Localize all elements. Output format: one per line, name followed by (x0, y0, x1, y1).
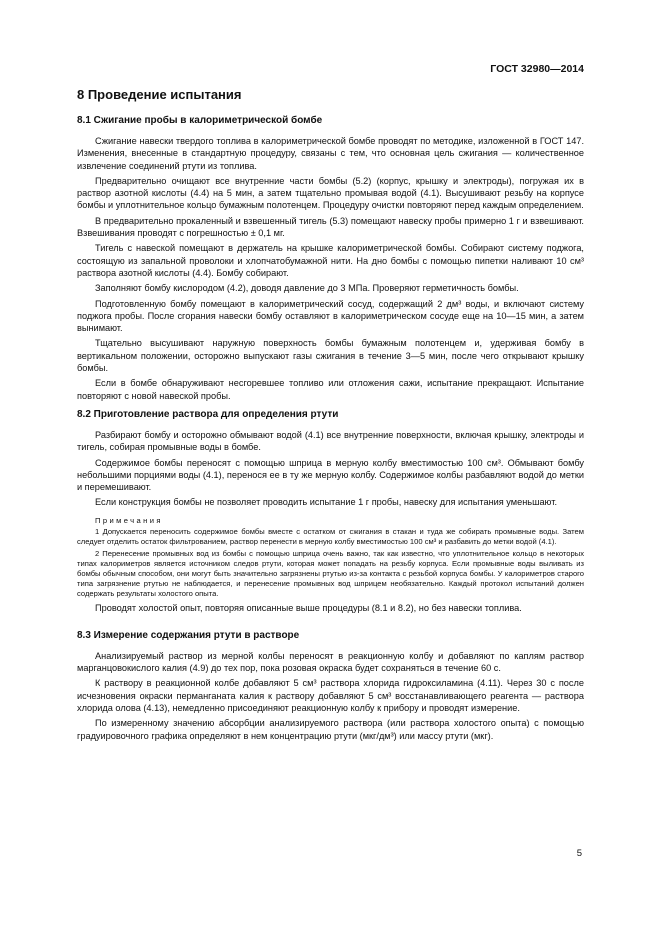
subsection-title-8-2: 8.2 Приготовление раствора для определения ртути (77, 408, 339, 420)
note-item: 2 Перенесение промывных вод из бомбы с помощью шприца очень важно, так как известно, что уплотнительное кольцо в некоторых типах калориметров является источником следов ртути, которая может попадать на резьбу корпуса. Если промывные воды выливать из бомбы обычным способом, они могут быть значительно загрязнены ртутью из-за контакта с резьбой корпуса бомбы. У калориметров старого типа загрязнение ртутью не наблюдается, и перенесение промывных вод шприцем необязательно. Каждый протокол испытаний должен содержать результаты холостого опыта. (77, 549, 584, 599)
paragraph: Тигель с навеской помещают в держатель на крышке калориметрической бомбы. Собирают систему поджога, состоящую из запальной проволоки и хлопчатобумажной нити. На дно бомбы с помощью пипетки наливают 10 см³ раствора азотной кислоты (4.4). Бомбу собирают. (77, 243, 584, 278)
page-number: 5 (576, 848, 582, 859)
paragraph: Содержимое бомбы переносят с помощью шприца в мерную колбу вместимостью 100 см³. Обмывают бомбу небольшими порциями воды (4.1), перенося ее в ту же мерную колбу. Содержимое колбы разбавляют водой до метки и перемешивают. (77, 457, 584, 493)
paragraph: По измеренному значению абсорбции анализируемого раствора (или раствора холостого опыта) с помощью градуировочного графика определяют в нем концентрацию ртути (мкг/дм³) или массу ртути (мкг). (77, 718, 584, 741)
notes-heading: Примечания (95, 515, 163, 525)
paragraph: Если в бомбе обнаруживают несгоревшее топливо или отложения сажи, испытание прекращают. Испытание повторяют с новой навеской пробы. (77, 378, 584, 401)
paragraph: Анализируемый раствор из мерной колбы переносят в реакционную колбу и добавляют по каплям раствор марганцовокислого калия (4.9) до тех пор, пока розовая окраска будет сохраняться в течение 60 с. (77, 650, 584, 674)
paragraph: Проводят холостой опыт, повторяя описанные выше процедуры (8.1 и 8.2), но без навески топлива. (95, 603, 522, 614)
notes-block (77, 516, 584, 600)
paragraph: Тщательно высушивают наружную поверхность бомбы бумажным полотенцем и, удерживая бомбу в вертикальном положении, осторожно выпускают газы сжигания в течение 3—5 мин, после чего открывают крышку бомбы. (77, 338, 584, 374)
paragraph: В предварительно прокаленный и взвешенный тигель (5.3) помещают навеску пробы примерно 1 г и взвешивают. Взвешивания проводят с погрешностью ± 0,1 мг. (77, 215, 584, 239)
paragraph: Подготовленную бомбу помещают в калориметрический сосуд, содержащий 2 дм³ воды, и включают систему поджога пробы. После сгорания навески бомбу оставляют в калориметрическом сосуде еще на 10—15 мин, а затем вынимают. (77, 298, 584, 334)
subsection-title-8-1: 8.1 Сжигание пробы в калориметрической бомбе (77, 115, 323, 126)
paragraph: Если конструкция бомбы не позволяет проводить испытание 1 г пробы, навеску для испытания уменьшают. (95, 497, 557, 508)
note-item: 1 Допускается переносить содержимое бомбы вместе с остатком от сжигания в стакан и туда же собирать промывные воды. Затем следует отделить остаток фильтрованием, раствор перенести в мерную колбу вместимостью 100 см³ и разбавить до метки водой (4.1). (77, 526, 584, 546)
paragraph: Предварительно очищают все внутренние части бомбы (5.2) (корпус, крышку и электроды), погружая их в раствор азотной кислоты (4.4) на 5 мин, а затем тщательно промывая водой (4.1). Высушивают резьбу на корпусе бомбы и уплотнительное кольцо бумажным полотенцем. Процедуру очистки повторяют перед каждым определением. (77, 175, 584, 211)
paragraph: Заполняют бомбу кислородом (4.2), доводя давление до 3 МПа. Проверяют герметичность бомбы. (95, 283, 519, 294)
page-content (77, 87, 584, 745)
spacer (77, 618, 584, 623)
section-title: 8 Проведение испытания (77, 87, 242, 102)
paragraph: К раствору в реакционной колбе добавляют 5 см³ раствора хлорида гидроксиламина (4.11). Через 30 с после исчезновения окраски перманганата калия к раствору добавляют 5 см³ восстанавливающего реагента — раствора хлорида олова (4.13), немедленно присоединяют реакционную колбу к прибору и проводят измерение. (77, 678, 584, 713)
paragraph: Разбирают бомбу и осторожно обмывают водой (4.1) все внутренние поверхности, включая крышку, электроды и тигель, собирая промывные воды в бомбе. (77, 429, 584, 453)
paragraph: Сжигание навески твердого топлива в калориметрической бомбе проводят по методике, изложенной в ГОСТ 147. Изменения, внесенные в стандартную процедуру, связаны с тем, что основная цель сжигания — количественное извлечение соединений ртути из топлива. (77, 136, 584, 171)
subsection-title-8-3: 8.3 Измерение содержания ртути в растворе (77, 629, 300, 641)
standard-number: ГОСТ 32980—2014 (490, 63, 584, 75)
